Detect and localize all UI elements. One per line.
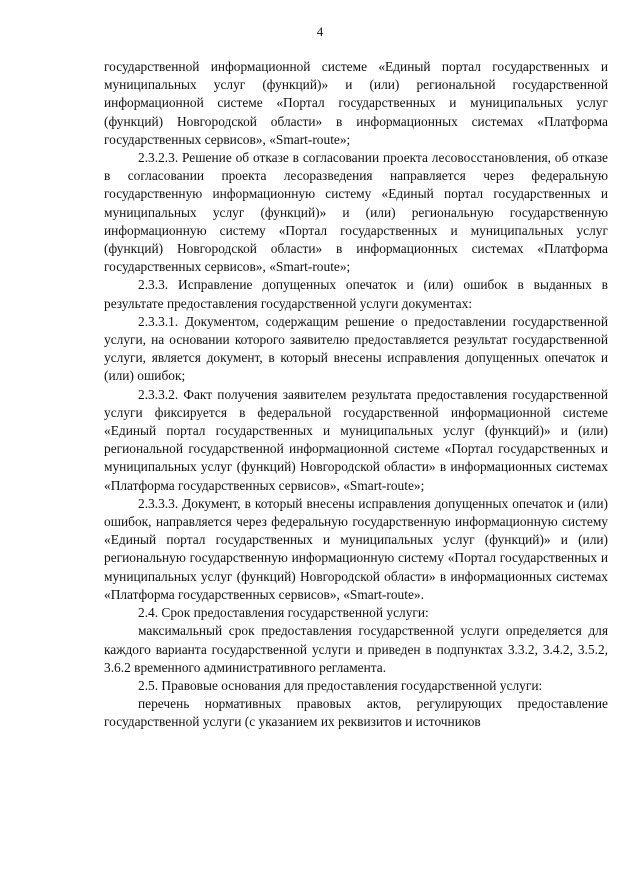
page-number: 4 — [316, 24, 324, 39]
paragraph-2-3-2-3: 2.3.2.3. Решение об отказе в согласовании проекта лесовосстановления, об отказе в согласовании проекта лесоразведения направляется через федеральную государственную информационную систему «Единый портал государственных и муниципальных услуг (функций)» и (или) региональную государственную информационную систему «Портал государственных и муниципальных услуг (функций) Новгородской области» в информационных системах «Платформа государственных сервисов», «Smart-route»; — [104, 150, 608, 275]
paragraph-2-3-3: 2.3.3. Исправление допущенных опечаток и (или) ошибок в выданных в результате предоставления государственной услуги документах: — [104, 277, 608, 311]
paragraph-continuation: государственной информационной системе «Единый портал государственных и муниципальных услуг (функций)» и (или) региональной государственной информационной системе «Портал государственных и муниципальных услуг (функций) Новгородской области» в информационных системах «Платформа государственных сервисов», «Smart-route»; — [104, 59, 608, 147]
paragraph-2-4-text: максимальный срок предоставления государственной услуги определяется для каждого варианта государственной услуги и приведен в подпунктах 3.3.2, 3.4.2, 3.5.2, 3.6.2 временного административного регламента. — [104, 623, 608, 675]
paragraph-2-5-text: перечень нормативных правовых актов, регулирующих предоставление государственной услуги (с указанием их реквизитов и источников — [104, 696, 608, 730]
paragraph-2-3-3-2: 2.3.3.2. Факт получения заявителем результата предоставления государственной услуги фиксируется в федеральной государственной информационной системе «Единый портал государственных и муниципальных услуг (функций)» и (или) региональной государственной информационной системе «Портал государственных и муниципальных услуг (функций) Новгородской области» в информационных системах «Платформа государственных сервисов», «Smart-route»; — [104, 386, 608, 493]
paragraph-2-3-3-3: 2.3.3.3. Документ, в который внесены исправления допущенных опечаток и (или) ошибок, направляется через федеральную государственную информационную систему «Единый портал государственных и муниципальных услуг (функций)» и (или) региональную государственную информационную систему «Портал государственных и муниципальных услуг (функций) Новгородской области» в информационных системах «Платформа государственных сервисов», «Smart-route». — [104, 495, 608, 602]
paragraph-2-5-heading: 2.5. Правовые основания для предоставления государственной услуги: — [138, 677, 543, 693]
paragraph-2-3-3-1: 2.3.3.1. Документом, содержащим решение о предоставлении государственной услуги, на основании которого заявителю предоставляется результат государственной услуги, является документ, в который внесены исправления допущенных опечаток и (или) ошибок; — [104, 313, 608, 384]
paragraph-2-4-heading: 2.4. Срок предоставления государственной услуги: — [138, 605, 429, 621]
document-body — [104, 58, 608, 732]
